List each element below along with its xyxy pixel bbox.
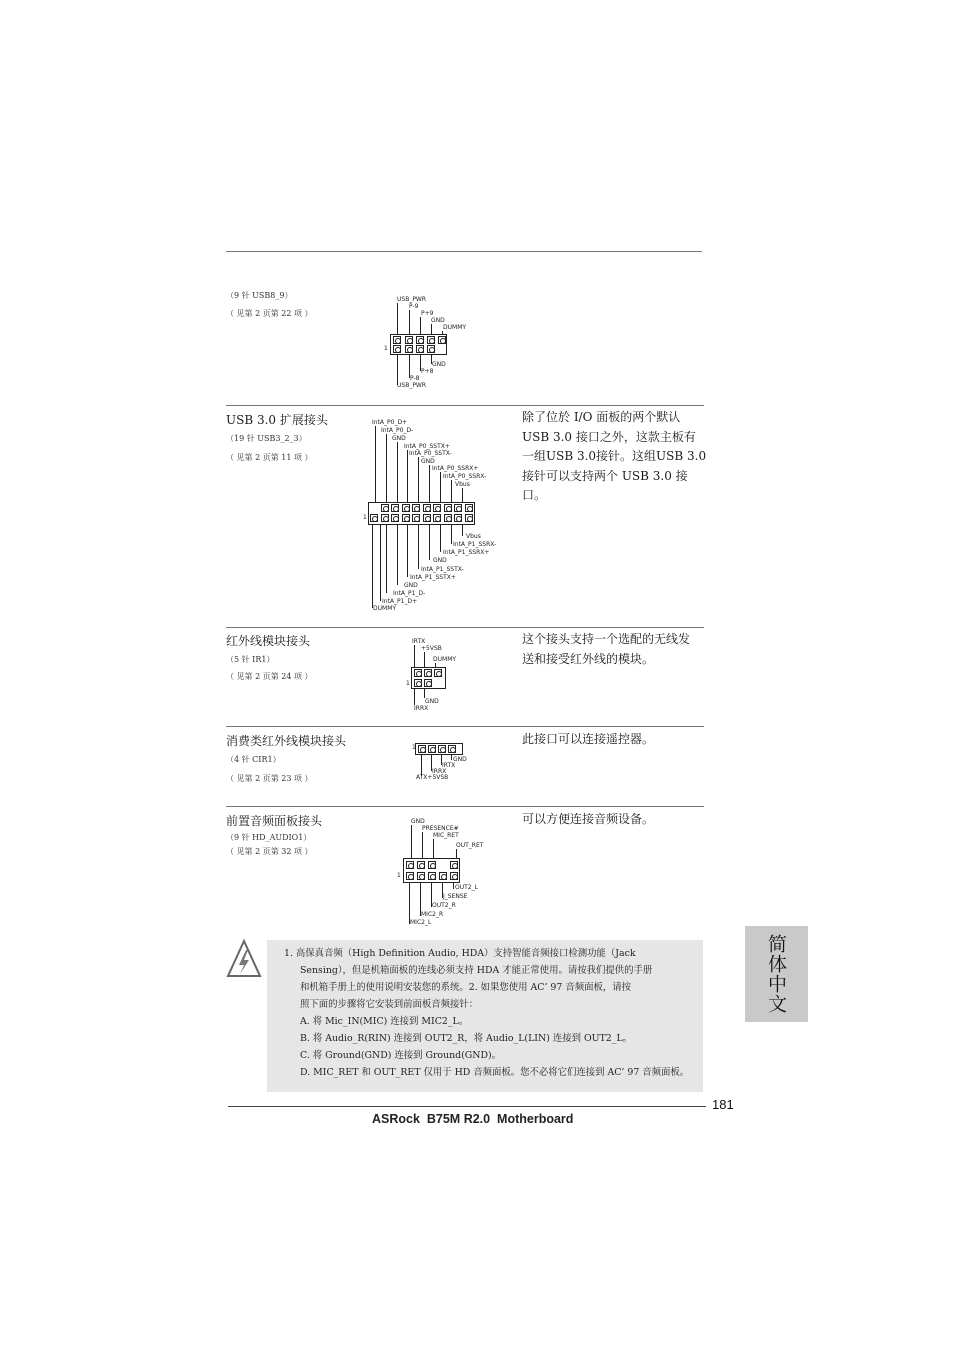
cir-description [522, 730, 707, 750]
usb3-pin-label: IntA_P1_SSRX- [453, 541, 497, 548]
usb3-pin-label: Vbus [466, 533, 481, 540]
usb3-pin1: 1 [363, 514, 367, 521]
usb3-pin [391, 514, 399, 522]
usb3-pin-label: IntA_P0_D+ [372, 419, 408, 426]
audio-pin [417, 872, 425, 880]
usb3-pin [402, 504, 410, 512]
cir-pin1: 1 [412, 744, 416, 751]
audio-pin1: 1 [397, 872, 401, 879]
ir-pin [414, 679, 422, 687]
audio-title: 前置音频面板接头 [226, 814, 323, 828]
audio-pin-label: OUT2_R [432, 902, 456, 909]
ir-pin-count: （5 针 IR1） [226, 655, 275, 664]
audio-pin-label: GND [411, 818, 425, 825]
usb2-pin [405, 345, 413, 353]
usb3-leader [397, 524, 398, 585]
section-divider [226, 806, 704, 807]
usb3-pin [412, 504, 420, 512]
usb3-pin [444, 504, 452, 512]
ir-pin [424, 679, 432, 687]
usb3-desc-line: USB 3.0 接口之外，这款主板有 [522, 429, 696, 444]
ir-desc-line: 送和接受红外线的模块。 [522, 651, 655, 666]
section-divider [226, 726, 704, 727]
usb3-leader [407, 450, 408, 503]
usb3-leader [372, 524, 373, 608]
usb3-leader [375, 426, 376, 503]
audio-leader [422, 832, 423, 859]
language-tab-label: 简体中文 [765, 934, 787, 1014]
audio-leader [411, 825, 412, 859]
cir-pin [438, 745, 446, 753]
ir-pin-label: +5VSB [421, 645, 442, 652]
usb2-pin [416, 345, 424, 353]
usb3-pin-label: IntA_P0_SSTX- [409, 450, 452, 457]
usb2-pin-label: GND [431, 317, 445, 324]
usb3-leader [418, 457, 419, 503]
cir-pin [418, 745, 426, 753]
usb3-pin [454, 514, 462, 522]
cir-pin-label: IRRX [432, 768, 447, 775]
usb2-pin1: 1 [384, 345, 388, 352]
ir-pin [424, 669, 432, 677]
usb3-desc-line: 接针可以支持两个 USB 3.0 接 [522, 468, 688, 483]
ir-pin1: 1 [406, 680, 410, 687]
section-divider [226, 627, 704, 628]
usb3-pin [391, 504, 399, 512]
cir-page-ref: （ 见第 2 页第 23 项 ） [226, 774, 313, 783]
audio-pin-label: J_SENSE [443, 893, 468, 900]
usb3-pin-label: IntA_P0_D- [381, 427, 414, 434]
usb2-pin-count: （9 针 USB8_9） [226, 291, 293, 300]
note-line: 和机箱手册上的使用说明安装您的系统。2. 如果您使用 AC’ 97 音频面板，请按 [300, 982, 631, 993]
note-line: 照下面的步骤将它安装到前面板音频接针： [300, 999, 479, 1010]
audio-leader [453, 882, 454, 889]
ir-leader [424, 688, 425, 698]
cir-pin-label: ATX+5VSB [416, 774, 449, 781]
usb3-pin-label: GND [404, 582, 418, 589]
audio-description [522, 810, 707, 830]
usb3-pin [402, 514, 410, 522]
usb2-page-ref: （ 见第 2 页第 22 项 ） [226, 309, 313, 318]
usb2-pin-label: P-9 [409, 303, 419, 310]
note-text [284, 945, 710, 1081]
audio-desc-line: 可以方便连接音频设备。 [522, 812, 655, 826]
note-line: 1. 高保真音频（High Definition Audio, HDA）支持智能音频接口检测功能（Jack [284, 948, 636, 959]
usb3-pin [433, 504, 441, 512]
usb2-leader [409, 310, 410, 335]
audio-pin-label: PRESENCE# [422, 825, 459, 832]
audio-leader [433, 839, 434, 859]
usb2-pin [393, 336, 401, 344]
audio-pin-label: OUT2_L [455, 884, 478, 891]
usb3-pin-label: GND [421, 458, 435, 465]
ir-pin [414, 669, 422, 677]
usb2-leader [397, 303, 398, 335]
usb2-leader [397, 354, 398, 385]
ir-leader [414, 645, 415, 668]
audio-page-ref: （ 见第 2 页第 32 项 ） [226, 847, 313, 856]
ir-leader [414, 688, 415, 705]
usb3-leader [451, 524, 452, 544]
note-line: D. MIC_RET 和 OUT_RET 仅用于 HD 音频面板。您不必将它们连接到 AC’ 97 音频面板。 [300, 1067, 690, 1078]
ir-page-ref: （ 见第 2 页第 24 项 ） [226, 672, 313, 681]
usb2-pin [405, 336, 413, 344]
cir-leader [421, 754, 422, 776]
note-line: Sensing），但是机箱面板的连线必须支持 HDA 才能正常使用。请按我们提供的手册 [300, 965, 653, 976]
cir-pin-label: GND [453, 756, 467, 763]
usb3-pin-label: IntA_P0_SSRX+ [432, 465, 479, 472]
page-number: 181 [712, 1097, 734, 1112]
usb2-pin-label: P-8 [410, 375, 420, 382]
usb3-pin [423, 514, 431, 522]
usb3-pin-label: IntA_P1_D+ [382, 598, 418, 605]
audio-pin [439, 872, 447, 880]
ir-pin-label: IRRX [414, 705, 429, 712]
usb3-desc-line: 除了位於 I/O 面板的两个默认 [522, 410, 681, 424]
cir-pin [428, 745, 436, 753]
audio-pin-count: （9 针 HD_AUDIO1） [226, 833, 312, 842]
usb3-pin-count: （19 针 USB3_2_3） [226, 434, 307, 443]
usb3-leader [429, 524, 430, 560]
cir-pin [448, 745, 456, 753]
usb3-pin-label: GND [433, 557, 447, 564]
usb3-pin [433, 514, 441, 522]
audio-pin [428, 861, 436, 869]
usb2-pin [427, 336, 435, 344]
audio-pin [450, 861, 458, 869]
usb3-pin [465, 514, 473, 522]
usb3-pin-label: Vbus [455, 481, 470, 488]
usb2-pin [427, 345, 435, 353]
ir-pin-label: GND [425, 698, 439, 705]
usb3-leader [462, 524, 463, 536]
usb3-page-ref: （ 见第 2 页第 11 项 ） [226, 453, 313, 462]
audio-leader [409, 882, 410, 924]
ir-leader [424, 652, 425, 668]
usb3-pin [370, 514, 378, 522]
ir-pin-label: IRTX [412, 638, 426, 645]
warning-triangle-icon [226, 938, 262, 980]
usb3-pin [465, 504, 473, 512]
usb3-pin [412, 514, 420, 522]
usb2-pin-label: DUMMY [443, 324, 467, 331]
ir-description [522, 630, 707, 669]
usb3-pin-label: IntA_P0_SSRX- [443, 473, 487, 480]
usb3-leader [386, 434, 387, 503]
usb3-pin-label: GND [392, 435, 406, 442]
ir-pin [434, 669, 442, 677]
usb3-leader [380, 524, 381, 601]
usb2-pin-label: USB_PWR [397, 382, 427, 389]
cir-leader [451, 754, 452, 760]
usb3-pin-label: DUMMY [373, 605, 397, 612]
audio-pin-label: OUT_RET [456, 842, 484, 849]
ir-title: 红外线模块接头 [226, 634, 311, 648]
usb3-pin-label: IntA_P1_SSRX+ [443, 549, 490, 556]
usb3-pin-label: IntA_P1_D- [393, 590, 426, 597]
note-line: A. 将 Mic_IN(MIC) 连接到 MIC2_L。 [300, 1016, 469, 1027]
usb3-desc-line: 一组USB 3.0接针。这组USB 3.0 [522, 449, 707, 463]
note-line: B. 将 Audio_R(RIN) 连接到 OUT2_R，将 Audio_L(LIN) 连接到 OUT2_L。 [300, 1033, 633, 1044]
audio-pin [428, 872, 436, 880]
audio-pin [406, 861, 414, 869]
footer-title: ASRock B75M R2.0 Motherboard [372, 1112, 574, 1126]
note-line: C. 将 Ground(GND) 连接到 Ground(GND)。 [300, 1050, 502, 1061]
audio-pin-label: MIC2_L [410, 919, 432, 926]
usb3-leader [440, 472, 441, 503]
usb3-pin [454, 504, 462, 512]
usb2-pin-label: P+8 [421, 368, 434, 375]
audio-pin-label: MIC2_R [421, 911, 444, 918]
audio-pin [417, 861, 425, 869]
audio-pin [450, 872, 458, 880]
usb2-pin-label: USB_PWR [397, 296, 427, 303]
usb3-desc-line: 口。 [522, 488, 547, 502]
usb2-pin [416, 336, 424, 344]
cir-desc-line: 此接口可以连接遥控器。 [522, 732, 655, 746]
usb2-pin [438, 336, 446, 344]
top-rule [226, 251, 702, 252]
cir-pin-label: IRTX [442, 762, 456, 769]
audio-pin-label: MIC_RET [433, 832, 459, 839]
usb3-leader [407, 524, 408, 577]
usb2-leader [420, 317, 421, 335]
usb3-pin-label: IntA_P1_SSTX+ [410, 574, 456, 581]
usb3-description [522, 408, 707, 506]
section-divider [226, 405, 704, 406]
usb3-pin [381, 514, 389, 522]
cir-pin-count: （4 针 CIR1） [226, 755, 281, 764]
usb3-pin-label: IntA_P1_SSTX- [421, 566, 464, 573]
usb2-pin [393, 345, 401, 353]
usb3-leader [440, 524, 441, 552]
usb3-leader [397, 442, 398, 503]
usb3-leader [429, 465, 430, 503]
usb3-pin [444, 514, 452, 522]
usb3-leader [451, 480, 452, 503]
usb2-pin-label: P+9 [421, 310, 434, 317]
usb3-pin-label: IntA_P0_SSTX+ [404, 443, 450, 450]
audio-pin [406, 872, 414, 880]
footer-rule [228, 1106, 706, 1107]
usb3-pin [381, 504, 389, 512]
usb3-leader [462, 488, 463, 503]
usb3-title: USB 3.0 扩展接头 [226, 413, 328, 427]
ir-desc-line: 这个接头支持一个选配的无线发 [522, 632, 691, 646]
usb3-leader [418, 524, 419, 569]
ir-pin-label: DUMMY [433, 656, 457, 663]
usb2-pin-label: GND [432, 361, 446, 368]
usb3-leader [386, 524, 387, 593]
cir-title: 消费类红外线模块接头 [226, 734, 347, 748]
usb3-pin [423, 504, 431, 512]
